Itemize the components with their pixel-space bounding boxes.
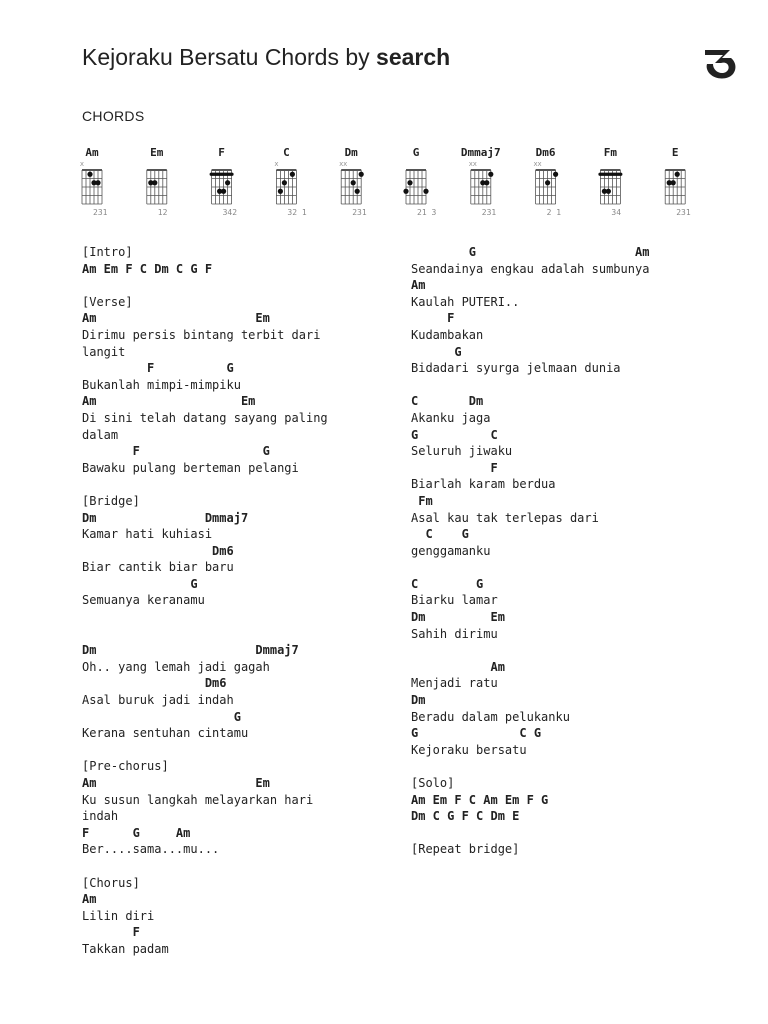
chord-line[interactable]: F G	[82, 444, 270, 459]
fingering-label: 231	[481, 208, 497, 217]
fingering-label: 342	[222, 208, 238, 217]
chord-line[interactable]: Dm C G F C Dm E	[411, 809, 520, 824]
mute-mark: x	[533, 160, 538, 168]
lyric-line: Menjadi ratu	[411, 676, 498, 691]
chord-line[interactable]: Am Em	[82, 394, 256, 409]
finger-dot	[152, 180, 157, 185]
chord-line[interactable]: Dm Em	[411, 610, 505, 625]
chord-line[interactable]: F	[82, 925, 140, 940]
lyric-line	[82, 277, 412, 294]
lyric-line	[82, 742, 412, 759]
lyric-line	[411, 559, 741, 576]
chord-name: F	[218, 146, 225, 159]
lyric-line	[411, 758, 741, 775]
chord-name: Am	[85, 146, 99, 159]
chord-diagram-am[interactable]	[80, 146, 108, 217]
chord-diagram-e[interactable]	[665, 146, 691, 217]
chord-line[interactable]: Am	[411, 659, 505, 674]
lyric-line: Seandainya engkau adalah sumbunya	[411, 261, 650, 276]
ug-logo-icon[interactable]	[700, 44, 740, 82]
chord-diagram-dm[interactable]	[339, 146, 367, 217]
chord-line[interactable]: Am Em F C Am Em F G	[411, 792, 549, 807]
lyric-line: Oh.. yang lemah jadi gagah	[82, 659, 270, 674]
finger-dot	[351, 180, 356, 185]
chord-line[interactable]: F	[411, 460, 498, 475]
finger-dot	[671, 180, 676, 185]
lyric-line: genggamanku	[411, 543, 491, 558]
chord-name: E	[671, 146, 679, 159]
barre-bar	[210, 173, 234, 176]
chord-line[interactable]: Am	[411, 278, 426, 293]
finger-dot	[355, 189, 360, 194]
lyric-line: [Pre-chorus]	[82, 759, 169, 774]
lyric-line: langit	[82, 344, 126, 359]
lyric-line: Dirimu persis bintang terbit dari	[82, 327, 321, 342]
finger-dot	[221, 189, 226, 194]
chord-name: C	[283, 146, 290, 159]
lyric-line: [Solo]	[411, 776, 455, 790]
chord-diagram-c[interactable]	[274, 146, 307, 217]
chord-line[interactable]: Dm	[411, 693, 426, 708]
lyric-line: Takkan padam	[82, 941, 169, 956]
lyric-line: Beradu dalam pelukanku	[411, 709, 570, 724]
chord-line[interactable]: C G	[411, 576, 484, 591]
fingering-label: 231	[352, 208, 367, 217]
lyric-line: Di sini telah datang sayang paling	[82, 410, 328, 425]
lyric-line: Kaulah PUTERI..	[411, 294, 520, 309]
finger-dot	[407, 180, 412, 185]
finger-dot	[359, 172, 364, 177]
finger-dot	[290, 172, 295, 177]
lyric-line: indah	[82, 809, 119, 824]
lyric-line: Bukanlah mimpi-mimpiku	[82, 377, 241, 392]
chord-name: Dm	[344, 146, 358, 159]
fingering-label: 21 3	[417, 208, 437, 217]
mute-mark: x	[537, 160, 542, 168]
mute-mark: x	[339, 160, 344, 168]
lyric-line: [Repeat bridge]	[411, 842, 520, 857]
finger-dot	[95, 180, 100, 185]
lyric-line: [Intro]	[82, 245, 133, 259]
lyric-line: [Chorus]	[82, 875, 140, 890]
chord-line[interactable]: Am	[82, 892, 97, 907]
lyric-line: Kudambakan	[411, 327, 484, 342]
finger-dot	[282, 180, 287, 185]
lyric-line: Asal kau tak terlepas dari	[411, 510, 599, 525]
fingering-label: 12	[157, 208, 168, 217]
lyric-line: [Bridge]	[82, 493, 140, 508]
chord-line[interactable]: F G Am	[82, 825, 191, 840]
lyric-line	[82, 626, 412, 643]
lyric-line: Biar cantik biar baru	[82, 560, 234, 575]
lyric-line	[411, 377, 741, 394]
chord-line[interactable]: G Am	[411, 245, 650, 259]
chord-line[interactable]: Dm6	[82, 543, 234, 558]
artist-link[interactable]: search	[376, 44, 451, 70]
chords-heading: CHORDS	[82, 108, 145, 124]
chord-line[interactable]: F G	[82, 361, 234, 376]
lyric-line: Bawaku pulang berteman pelangi	[82, 460, 299, 475]
lyric-line: Sahih dirimu	[411, 626, 498, 641]
lyric-line: Ber....sama...mu...	[82, 842, 220, 857]
mute-mark: x	[468, 160, 473, 168]
lyric-line: Kamar hati kuhiasi	[82, 527, 213, 542]
fingering-label: 231	[93, 208, 108, 217]
mute-mark: x	[79, 160, 85, 168]
finger-dot	[87, 172, 92, 177]
chord-name: G	[412, 146, 420, 159]
lyric-line: Seluruh jiwaku	[411, 444, 513, 459]
chord-line[interactable]: G C G	[411, 726, 542, 741]
chord-diagram-f[interactable]	[210, 146, 238, 217]
lyric-line: Biarku lamar	[411, 593, 498, 608]
chord-line[interactable]: Dm Dmmaj7	[82, 510, 249, 525]
lyric-line: [Verse]	[82, 294, 133, 309]
chord-line[interactable]: F	[411, 311, 455, 326]
chord-line[interactable]: Dm Dmmaj7	[82, 643, 299, 658]
chord-diagram-fm[interactable]	[598, 146, 622, 217]
chord-line[interactable]: Fm	[411, 493, 433, 508]
finger-dot	[553, 172, 558, 177]
lyric-line: Kejoraku bersatu	[411, 742, 527, 757]
fingering-label: 34	[611, 208, 622, 217]
lyric-line: Ku susun langkah melayarkan hari	[82, 792, 314, 807]
chord-diagram-g[interactable]	[403, 146, 436, 217]
finger-dot	[225, 180, 230, 185]
song-title: Kejoraku Bersatu Chords by	[82, 44, 377, 70]
lyrics-column-right	[411, 244, 741, 858]
lyric-line	[411, 642, 741, 659]
lyric-line: Biarlah karam berdua	[411, 477, 556, 492]
lyric-line	[411, 825, 741, 842]
finger-dot	[403, 189, 408, 194]
fingering-label: 231	[676, 208, 691, 217]
chord-diagram-em[interactable]	[147, 146, 168, 217]
chord-diagram-dm6[interactable]	[534, 146, 562, 217]
lyric-line: Akanku jaga	[411, 410, 491, 425]
lyric-line	[82, 858, 412, 875]
lyric-line: Bidadari syurga jelmaan dunia	[411, 361, 621, 376]
finger-dot	[545, 180, 550, 185]
lyrics-column-left	[82, 244, 412, 958]
fingering-label: 32 1	[287, 208, 307, 217]
finger-dot	[278, 189, 283, 194]
chord-diagram-dmmaj7[interactable]	[461, 146, 501, 217]
chord-line[interactable]: Am Em F C Dm C G F	[82, 261, 213, 276]
chord-name: Em	[150, 146, 164, 159]
chord-line[interactable]: Am Em	[82, 311, 270, 326]
chord-line[interactable]: G	[82, 709, 241, 724]
chord-diagrams	[0, 140, 768, 220]
page-title	[82, 44, 450, 71]
chord-line[interactable]: C Dm	[411, 394, 484, 409]
chord-line[interactable]: Dm6	[82, 676, 227, 691]
finger-dot	[606, 189, 611, 194]
chord-line[interactable]: C G	[411, 527, 469, 542]
lyric-line	[82, 476, 412, 493]
finger-dot	[484, 180, 489, 185]
mute-mark: x	[274, 160, 279, 168]
lyric-line: Semuanya keranamu	[82, 593, 205, 608]
lyric-line	[82, 609, 412, 626]
mute-mark: x	[343, 160, 348, 168]
lyric-line: dalam	[82, 427, 119, 442]
chord-name: Fm	[603, 146, 618, 159]
chord-line[interactable]: G	[82, 576, 198, 591]
lyric-line: Lilin diri	[82, 908, 155, 923]
barre-bar	[598, 173, 622, 176]
mute-mark: x	[472, 160, 477, 168]
finger-dot	[488, 172, 493, 177]
finger-dot	[423, 189, 428, 194]
lyric-line: Kerana sentuhan cintamu	[82, 726, 249, 741]
chord-line[interactable]: G	[411, 344, 462, 359]
chord-line[interactable]: G C	[411, 427, 498, 442]
chord-name: Dm6	[535, 146, 556, 159]
chord-line[interactable]: Am Em	[82, 776, 270, 790]
lyric-line: Asal buruk jadi indah	[82, 693, 234, 708]
fingering-label: 2 1	[546, 208, 562, 217]
finger-dot	[675, 172, 680, 177]
chord-name: Dmmaj7	[460, 146, 501, 159]
